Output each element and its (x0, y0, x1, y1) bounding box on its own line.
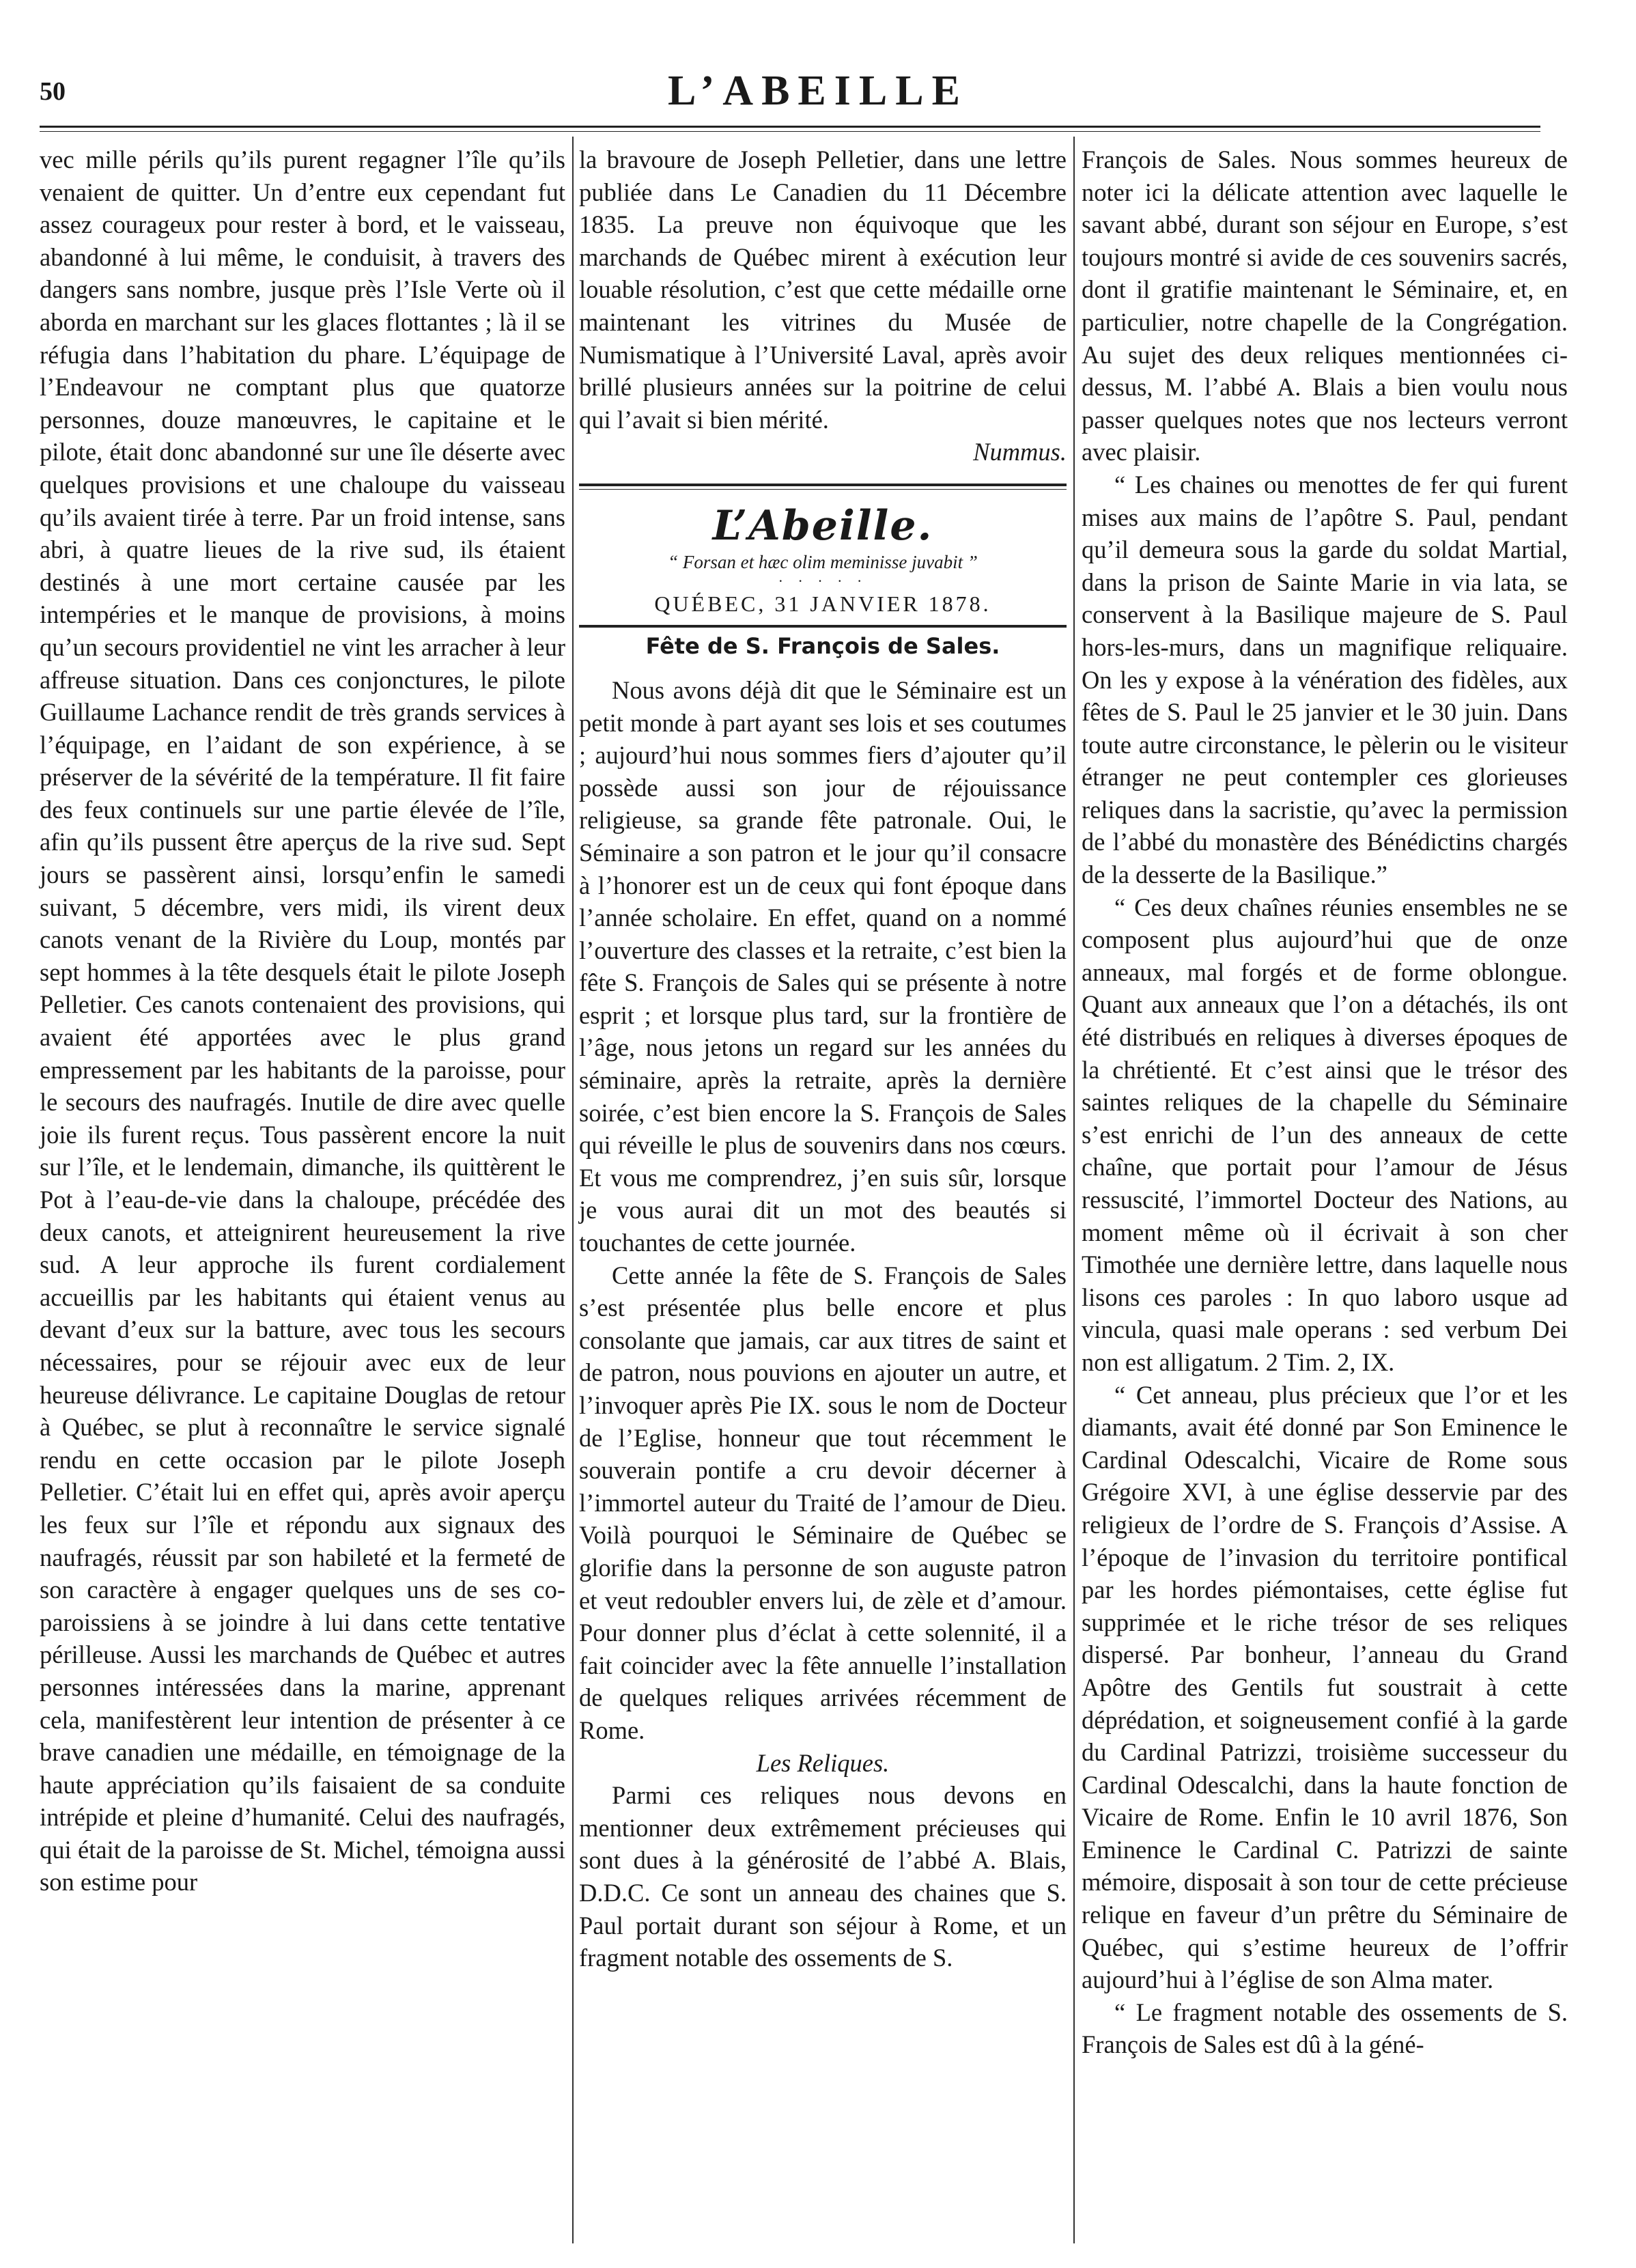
motto: “ Forsan et hæc olim meminisse juvabit ” (668, 551, 978, 572)
ornament-dots: · · · · · (778, 572, 868, 589)
article-paragraph: la bravoure de Joseph Pelletier, dans une lettre publiée dans Le Canadien du 11 Décembre 1835. La preuve non équivoque que les marchands de Québec mirent à exécution leur louable résolution, c’est que cette médaille orne maintenant les vitrines du Musée de Numismatique à l’Université Laval, après avoir brillé plusieurs années sur la poitrine de celui qui l’avait si bien mérité. (579, 145, 1067, 434)
column-divider (1073, 137, 1075, 2243)
column-left (40, 143, 565, 1899)
column-middle (579, 143, 1067, 1974)
page-number: 50 (40, 77, 66, 106)
article-paragraph: vec mille périls qu’ils purent regagner l’île qu’ils venaient de quitter. Un d’entre eux cependant fut assez courageux pour rester à bord, et le vaisseau, abandonné à lui même, le conduisit, à travers des dangers sans nombre, jusque près l’Isle Verte où il aborda en marchant sur les glaces flottantes ; là il se réfugia dans l’habitation du phare. L’équipage de l’Endeavour ne comptant plus que quatorze personnes, douze manœuvres, le capitaine et le pilote, était donc abandonné sur une île déserte avec quelques provisions et une chaloupe du vaisseau qu’ils avaient tirée à terre. Par un froid intense, sans abri, à quatre lieues de la rive sud, ils étaient destinés à une mort certaine causée par les intempéries et le manque de provisions, à moins qu’un secours providentiel ne vint les arracher à leur affreuse situation. Dans ces conjonctures, le pilote Guillaume Lachance rendit de très grands services à l’équipage, en l’aidant de son expérience, à se préserver de la sévérité de la température. Il fit faire des feux continuels sur une partie élevée de l’île, afin qu’ils pussent être aperçus de la rive sud. Sept jours se passèrent ainsi, lorsqu’enfin le samedi suivant, 5 décembre, vers midi, ils virent deux canots venant de la Rivière du Loup, montés par sept hommes à la tête desquels était le pilote Joseph Pelletier. Ces canots contenaient des provisions, qui avaient été apportées avec le plus grand empressement par les habitants de la paroisse, pour le secours des naufragés. Inutile de dire avec quelle joie ils furent reçus. Tous passèrent encore la nuit sur l’île, et le lendemain, dimanche, ils quittèrent le Pot à l’eau-de-vie dans la chaloupe, précédée des deux canots, et atteignirent heureusement la rive sud. A leur approche ils furent cordialement accueillis par les habitants qui étaient venus au devant d’eux sur la batture, avec tous les secours nécessaires, pour se réjouir avec eux de leur heureuse délivrance. Le capitaine Douglas de retour à Québec, se plut à reconnaître le service signalé rendu en cette occasion par le pilote Joseph Pelletier. C’était lui en effet qui, après avoir aperçu les feux sur l’île et répondu aux signaux des naufragés, réussit par son habileté et la fermeté de son caractère à engager quelques uns de ses co-paroissiens à se joindre à lui dans cette tentative périlleuse. Aussi les marchands de Québec et autres personnes intéressées dans la marine, apprenant cela, manifestèrent leur intention de présenter à ce brave canadien une médaille, en témoignage de la haute appréciation qu’ils faisaient de sa conduite intrépide et pleine d’humanité. Celui des naufragés, qui était de la paroisse de St. Michel, témoigna aussi son estime pour (40, 145, 565, 1896)
article-paragraph: Nous avons déjà dit que le Séminaire est un petit monde à part ayant ses lois et ses coutumes ; aujourd’hui nous sommes fiers d’ajouter qu’il possède aussi son jour de réjouissance religieuse, sa grande fête patronale. Oui, le Séminaire a son patron et le jour qu’il consacre à l’honorer est un de ceux qui font époque dans l’année scholaire. En effet, quand on a nommé l’ouverture des classes et la retraite, c’est bien la fête S. François de Sales qui se présente à notre esprit ; et lorsque plus tard, sur la frontière de l’âge, nous jetons un regard sur les années du séminaire, après la retraite, après la dernière soirée, c’est bien encore la S. François de Sales qui réveille le plus de souvenirs dans nos cœurs. Et vous me comprendrez, j’en suis sûr, lorsque je vous aurai dit un mot des beautés si touchantes de cette journée. (579, 675, 1067, 1257)
nameplate: L’Abeille. (712, 501, 933, 550)
dateline: QUÉBEC, 31 JANVIER 1878. (654, 591, 991, 616)
header-rule-thick (40, 126, 1540, 128)
article-paragraph: François de Sales. Nous sommes heureux de noter ici la délicate attention avec laquelle le savant abbé, durant son séjour en Europe, s’est toujours montré si avide de ces souvenirs sacrés, dont il gratifie maintenant le Séminaire, et, en particulier, notre chapelle de la Congrégation. Au sujet des deux reliques mentionnées ci-dessus, M. l’abbé A. Blais a bien voulu nous passer quelques notes que nos lecteurs verront avec plaisir. (1082, 145, 1568, 466)
author-signature: Nummus. (973, 438, 1067, 466)
article-paragraph: Parmi ces reliques nous devons en mentionner deux extrêmement précieuses qui sont dues à la générosité de l’abbé A. Blais, D.D.C. Ce sont un anneau des chaines que S. Paul portait durant son séjour à Rome, et un fragment notable des ossements de S. (579, 1781, 1067, 1972)
section-rule (579, 625, 1067, 628)
masthead-title: L’ABEILLE (668, 68, 968, 114)
article-paragraph: “ Ces deux chaînes réunies ensembles ne se composent plus aujourd’hui que de onze anneaux, mal forgés et de forme oblongue. Quant aux anneaux que l’on a détachés, ils ont été distribués en reliques à diverses époques de la chrétienté. Et c’est ainsi que le trésor des saintes reliques de la chapelle du Séminaire s’est enrichi de l’un des anneaux de cette chaîne, que portait pour l’amour de Jésus ressuscité, l’immortel Docteur des Nations, au moment même où il écrivait à son cher Timothée une dernière lettre, dans laquelle nous lisons ces paroles : In quo laboro usque ad vincula, quasi male operans : sed verbum Dei non est alligatum. 2 Tim. 2, IX. (1082, 893, 1568, 1376)
subheading: Les Reliques. (756, 1748, 890, 1777)
header-rule-thin (40, 131, 1540, 132)
article-paragraph: “ Le fragment notable des ossements de S. François de Sales est dû à la géné- (1082, 1998, 1568, 2059)
article-heading: Fête de S. François de Sales. (645, 632, 1000, 659)
column-right (1082, 143, 1568, 2061)
article-paragraph: “ Les chaines ou menottes de fer qui furent mises aux mains de l’apôtre S. Paul, pendant qu’il demeura sous la garde du soldat Martial, dans la prison de Sainte Marie in via lata, se conservent à la Basilique majeure de S. Paul hors-les-murs, dans un magnifique reliquaire. On les y expose à la vénération des fidèles, aux fêtes de S. Paul le 25 janvier et le 30 juin. Dans toute autre circonstance, le pèlerin ou le visiteur étranger ne peut contempler ces glorieuses reliques dans la sacristie, qu’avec la permission de l’abbé du monastère des Bénédictins chargés de la desserte de la Basilique.” (1082, 470, 1568, 889)
column-divider (572, 137, 574, 2243)
section-rule (579, 484, 1067, 486)
section-rule-thin (579, 489, 1067, 490)
article-paragraph: Cette année la fête de S. François de Sales s’est présentée plus belle encore et plus consolante que jamais, car aux titres de saint et de patron, nous pouvions en ajouter un autre, et l’invoquer après Pie IX. sous le nom de Docteur de l’Eglise, honneur que tout récemment le souverain pontife a cru devoir décerner à l’immortel auteur du Traité de l’amour de Dieu. Voilà pourquoi le Séminaire de Québec se glorifie dans la personne de son auguste patron et veut redoubler envers lui, de zèle et d’amour. Pour donner plus d’éclat à cette solennité, il a fait coincider avec la fête annuelle l’installation de quelques reliques arrivées récemment de Rome. (579, 1261, 1067, 1744)
article-paragraph: “ Cet anneau, plus précieux que l’or et les diamants, avait été donné par Son Eminence le Cardinal Odescalchi, Vicaire de Rome sous Grégoire XVI, à une église desservie par des religieux de l’ordre de S. François d’Assise. A l’époque de l’invasion du territoire pontifical par les hordes piémontaises, cette église fut supprimée et le riche trésor de ses reliques dispersé. Par bonheur, l’anneau du Grand Apôtre des Gentils fut soustrait à cette déprédation, et soigneusement confié à la garde du Cardinal Patrizzi, troisième successeur du Cardinal Odescalchi, dans la haute fonction de Vicaire de Rome. Enfin le 10 avril 1876, Son Eminence le Cardinal C. Patrizzi de sainte mémoire, disposait à son tour de cette précieuse relique en faveur d’un prêtre du Séminaire de Québec, qui s’estime heureux de l’offrir aujourd’hui à l’église de son Alma mater. (1082, 1380, 1568, 1994)
